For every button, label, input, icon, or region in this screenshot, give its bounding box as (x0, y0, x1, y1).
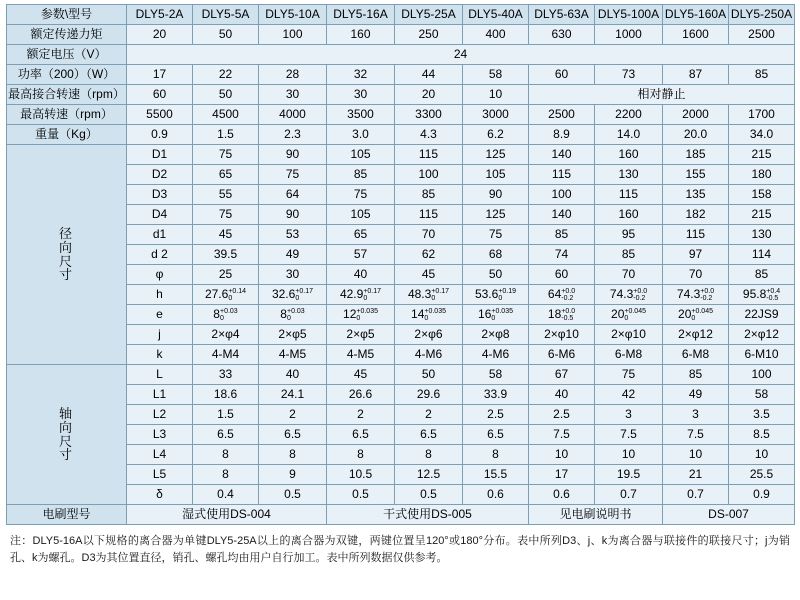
table-cell: 8 (463, 445, 529, 465)
table-cell: 2×φ4 (193, 325, 259, 345)
table-cell: 2200 (595, 105, 663, 125)
table-cell: 130 (595, 165, 663, 185)
dimension-label: L5 (127, 465, 193, 485)
table-cell: 74.3+0.0 -0.2 (663, 285, 729, 305)
table-cell: 45 (193, 225, 259, 245)
table-cell: 50 (193, 85, 259, 105)
table-cell: 0.5 (327, 485, 395, 505)
table-cell: 20 (395, 85, 463, 105)
table-cell: 64+0.0 -0.2 (529, 285, 595, 305)
table-cell: 12+0.035 0 (327, 305, 395, 325)
table-cell: 58 (463, 65, 529, 85)
dimension-label: φ (127, 265, 193, 285)
table-cell: 30 (327, 85, 395, 105)
table-cell: 1700 (729, 105, 795, 125)
table-cell: 8 (259, 445, 327, 465)
table-cell: 160 (595, 145, 663, 165)
table-cell: 7.5 (663, 425, 729, 445)
table-cell: 115 (663, 225, 729, 245)
table-cell: 4.3 (395, 125, 463, 145)
table-cell: 干式使用DS-005 (327, 505, 529, 525)
table-cell: 7.5 (595, 425, 663, 445)
table-cell: 0.9 (127, 125, 193, 145)
table-cell: 85 (395, 185, 463, 205)
table-cell: 8+0.03 0 (259, 305, 327, 325)
table-cell: 30 (259, 85, 327, 105)
dimension-label: D4 (127, 205, 193, 225)
table-cell: 10 (663, 445, 729, 465)
table-cell: 48.3+0.17 0 (395, 285, 463, 305)
table-cell: 74.3+0.0 -0.2 (595, 285, 663, 305)
table-cell: 7.5 (529, 425, 595, 445)
table-cell: 75 (463, 225, 529, 245)
table-cell: 15.5 (463, 465, 529, 485)
specification-table (6, 4, 795, 525)
table-cell: 90 (463, 185, 529, 205)
table-cell: 57 (327, 245, 395, 265)
table-cell: 10 (463, 85, 529, 105)
table-cell: 64 (259, 185, 327, 205)
table-cell: 400 (463, 25, 529, 45)
table-cell: 2.5 (529, 405, 595, 425)
table-cell: 0.4 (193, 485, 259, 505)
table-cell: 62 (395, 245, 463, 265)
table-cell: 100 (259, 25, 327, 45)
table-cell: 250 (395, 25, 463, 45)
table-cell: 135 (663, 185, 729, 205)
table-cell: 8.9 (529, 125, 595, 145)
table-cell: 17 (127, 65, 193, 85)
table-cell: 0.7 (663, 485, 729, 505)
table-cell: 2 (395, 405, 463, 425)
table-cell: 50 (395, 365, 463, 385)
table-cell: 100 (395, 165, 463, 185)
table-cell: 0.6 (529, 485, 595, 505)
table-row (7, 25, 795, 45)
header-param-model: 参数\型号 (7, 5, 127, 25)
header-model-2: DLY5-5A (193, 5, 259, 25)
row-label: 额定传递力矩 (7, 25, 127, 45)
table-cell: 3 (595, 405, 663, 425)
table-cell: 6.5 (193, 425, 259, 445)
table-cell: 114 (729, 245, 795, 265)
table-cell: 6.5 (463, 425, 529, 445)
table-cell: 85 (327, 165, 395, 185)
dimension-label: L (127, 365, 193, 385)
table-cell: 10 (529, 445, 595, 465)
table-cell: 6.5 (259, 425, 327, 445)
table-cell: 20.0 (663, 125, 729, 145)
table-cell: 215 (729, 205, 795, 225)
dimension-label: k (127, 345, 193, 365)
table-cell: 160 (327, 25, 395, 45)
table-cell: 2×φ6 (395, 325, 463, 345)
table-cell: 17 (529, 465, 595, 485)
table-cell: 1.5 (193, 405, 259, 425)
dimension-label: L1 (127, 385, 193, 405)
header-model-6: DLY5-40A (463, 5, 529, 25)
row-label: 功率（200）（W） (7, 65, 127, 85)
table-cell: 45 (327, 365, 395, 385)
table-cell: 0.5 (259, 485, 327, 505)
table-cell: 14+0.035 0 (395, 305, 463, 325)
table-cell: 19.5 (595, 465, 663, 485)
table-row (7, 125, 795, 145)
table-cell: 68 (463, 245, 529, 265)
table-row (7, 45, 795, 65)
table-cell: 4-M5 (259, 345, 327, 365)
table-cell: 630 (529, 25, 595, 45)
table-cell: 75 (193, 145, 259, 165)
header-model-4: DLY5-16A (327, 5, 395, 25)
table-cell: 2.5 (463, 405, 529, 425)
table-cell: 85 (529, 225, 595, 245)
header-model-1: DLY5-2A (127, 5, 193, 25)
table-cell: 90 (259, 205, 327, 225)
table-cell: 22 (193, 65, 259, 85)
table-cell: 100 (529, 185, 595, 205)
table-cell: 24 (127, 45, 795, 65)
brush-model-row (7, 505, 795, 525)
group-label-axial: 轴 向 尺 寸 (7, 365, 127, 505)
table-cell: 10.5 (327, 465, 395, 485)
table-cell: 见电刷说明书 (529, 505, 663, 525)
table-row (7, 145, 795, 165)
table-cell: 2×φ5 (327, 325, 395, 345)
table-cell: 40 (327, 265, 395, 285)
table-cell: 3 (663, 405, 729, 425)
table-cell: 2×φ12 (663, 325, 729, 345)
table-cell: 30 (259, 265, 327, 285)
table-cell: 4000 (259, 105, 327, 125)
table-cell: 65 (327, 225, 395, 245)
table-cell: 0.7 (595, 485, 663, 505)
table-cell: 1.5 (193, 125, 259, 145)
table-cell: 70 (595, 265, 663, 285)
table-row (7, 365, 795, 385)
row-label: 最高转速（rpm） (7, 105, 127, 125)
table-cell: 55 (193, 185, 259, 205)
dimension-label: D3 (127, 185, 193, 205)
table-cell: 3300 (395, 105, 463, 125)
dimension-label: e (127, 305, 193, 325)
table-cell: 6.5 (395, 425, 463, 445)
table-cell: 33 (193, 365, 259, 385)
table-cell: 73 (595, 65, 663, 85)
table-cell: 125 (463, 145, 529, 165)
header-model-10: DLY5-250A (729, 5, 795, 25)
dimension-label: d 2 (127, 245, 193, 265)
table-cell: 2000 (663, 105, 729, 125)
table-cell: 27.6+0.14 0 (193, 285, 259, 305)
table-cell: 3500 (327, 105, 395, 125)
table-cell: 182 (663, 205, 729, 225)
table-cell: 39.5 (193, 245, 259, 265)
table-cell: 10 (729, 445, 795, 465)
table-cell: 6-M8 (663, 345, 729, 365)
table-cell: 32 (327, 65, 395, 85)
table-cell: 5500 (127, 105, 193, 125)
table-cell: 87 (663, 65, 729, 85)
group-label-radial: 径 向 尺 寸 (7, 145, 127, 365)
table-cell: 0.5 (395, 485, 463, 505)
table-cell: 85 (729, 265, 795, 285)
table-cell: 2×φ5 (259, 325, 327, 345)
table-cell: 50 (193, 25, 259, 45)
table-cell: 75 (193, 205, 259, 225)
table-cell: 97 (663, 245, 729, 265)
table-cell: 75 (327, 185, 395, 205)
dimension-label: D1 (127, 145, 193, 165)
table-cell: 6.2 (463, 125, 529, 145)
table-cell: 58 (463, 365, 529, 385)
table-cell: 105 (327, 205, 395, 225)
table-cell: 0.6 (463, 485, 529, 505)
table-cell: 1000 (595, 25, 663, 45)
table-cell: 3000 (463, 105, 529, 125)
table-row (7, 65, 795, 85)
table-cell: 3.5 (729, 405, 795, 425)
dimension-label: L3 (127, 425, 193, 445)
table-cell: 53 (259, 225, 327, 245)
table-cell: 8.5 (729, 425, 795, 445)
table-cell: 115 (395, 205, 463, 225)
table-cell: 0.9 (729, 485, 795, 505)
table-cell: 74 (529, 245, 595, 265)
table-cell: 4500 (193, 105, 259, 125)
table-cell: 24.1 (259, 385, 327, 405)
table-cell: 20+0.045 0 (595, 305, 663, 325)
header-model-7: DLY5-63A (529, 5, 595, 25)
table-cell: 8+0.03 0 (193, 305, 259, 325)
table-cell: 8 (193, 465, 259, 485)
table-cell: 95 (595, 225, 663, 245)
row-label: 电刷型号 (7, 505, 127, 525)
table-cell: 4-M4 (193, 345, 259, 365)
table-cell: 65 (193, 165, 259, 185)
table-cell: 185 (663, 145, 729, 165)
table-cell: 75 (595, 365, 663, 385)
table-cell: 20 (127, 25, 193, 45)
table-cell: 2500 (729, 25, 795, 45)
table-cell: 95.8+0.4 -0.5 (729, 285, 795, 305)
table-cell: 1600 (663, 25, 729, 45)
table-cell: 67 (529, 365, 595, 385)
table-cell: 60 (529, 265, 595, 285)
table-cell: 85 (595, 245, 663, 265)
table-cell: 25 (193, 265, 259, 285)
table-cell: 40 (529, 385, 595, 405)
table-cell: 14.0 (595, 125, 663, 145)
table-cell: 6-M8 (595, 345, 663, 365)
table-cell: 60 (127, 85, 193, 105)
table-cell: 18.6 (193, 385, 259, 405)
table-cell: 2×φ10 (595, 325, 663, 345)
table-cell: 140 (529, 145, 595, 165)
table-cell: 158 (729, 185, 795, 205)
table-cell: 10 (595, 445, 663, 465)
table-cell: 4-M5 (327, 345, 395, 365)
table-cell: 16+0.035 0 (463, 305, 529, 325)
table-cell: 33.9 (463, 385, 529, 405)
table-cell: 58 (729, 385, 795, 405)
dimension-label: δ (127, 485, 193, 505)
row-label: 重量（Kg） (7, 125, 127, 145)
table-cell: 3.0 (327, 125, 395, 145)
table-cell: DS-007 (663, 505, 795, 525)
dimension-label: d1 (127, 225, 193, 245)
dimension-label: L4 (127, 445, 193, 465)
table-cell: 9 (259, 465, 327, 485)
dimension-label: D2 (127, 165, 193, 185)
table-cell: 44 (395, 65, 463, 85)
table-cell: 45 (395, 265, 463, 285)
table-cell: 130 (729, 225, 795, 245)
table-cell: 75 (259, 165, 327, 185)
table-cell: 50 (463, 265, 529, 285)
table-row (7, 105, 795, 125)
table-cell: 90 (259, 145, 327, 165)
table-cell: 40 (259, 365, 327, 385)
table-cell: 2500 (529, 105, 595, 125)
table-cell: 4-M6 (463, 345, 529, 365)
table-header-row (7, 5, 795, 25)
header-model-9: DLY5-160A (663, 5, 729, 25)
table-cell: 49 (259, 245, 327, 265)
header-model-3: DLY5-10A (259, 5, 327, 25)
table-cell: 85 (663, 365, 729, 385)
table-cell: 160 (595, 205, 663, 225)
table-cell: 180 (729, 165, 795, 185)
table-cell: 22JS9 (729, 305, 795, 325)
table-cell: 60 (529, 65, 595, 85)
table-cell: 2×φ10 (529, 325, 595, 345)
table-cell: 12.5 (395, 465, 463, 485)
table-cell: 2×φ8 (463, 325, 529, 345)
table-cell: 2×φ12 (729, 325, 795, 345)
table-cell: 115 (395, 145, 463, 165)
table-cell: 115 (595, 185, 663, 205)
row-label: 最高接合转速（rpm） (7, 85, 127, 105)
table-cell: 6.5 (327, 425, 395, 445)
table-cell: 42 (595, 385, 663, 405)
row-label: 额定电压（V） (7, 45, 127, 65)
table-cell: 140 (529, 205, 595, 225)
table-cell: 4-M6 (395, 345, 463, 365)
table-cell: 100 (729, 365, 795, 385)
table-cell: 20+0.045 0 (663, 305, 729, 325)
table-cell: 125 (463, 205, 529, 225)
table-cell: 6-M6 (529, 345, 595, 365)
table-cell: 8 (193, 445, 259, 465)
table-cell: 6-M10 (729, 345, 795, 365)
table-cell: 26.6 (327, 385, 395, 405)
table-cell: 155 (663, 165, 729, 185)
header-model-5: DLY5-25A (395, 5, 463, 25)
table-cell: 32.6+0.17 0 (259, 285, 327, 305)
dimension-label: L2 (127, 405, 193, 425)
table-cell: 28 (259, 65, 327, 85)
table-cell: 105 (463, 165, 529, 185)
header-model-8: DLY5-100A (595, 5, 663, 25)
table-cell: 53.6+0.19 0 (463, 285, 529, 305)
table-cell: 2 (259, 405, 327, 425)
table-cell: 8 (395, 445, 463, 465)
table-cell: 215 (729, 145, 795, 165)
table-cell: 2 (327, 405, 395, 425)
table-cell: 105 (327, 145, 395, 165)
table-cell: 49 (663, 385, 729, 405)
table-cell: 85 (729, 65, 795, 85)
table-cell: 湿式使用DS-004 (127, 505, 327, 525)
table-cell: 29.6 (395, 385, 463, 405)
table-row (7, 85, 795, 105)
table-cell: 8 (327, 445, 395, 465)
table-cell: 18+0.0 -0.5 (529, 305, 595, 325)
table-cell: 21 (663, 465, 729, 485)
footnote-text: 注：DLY5-16A以下规格的离合器为单键DLY5-25A以上的离合器为双键，两键位置呈120°或180°分布。表中所列D3、j、k为离合器与联接件的联接尺寸；j为销孔、k为螺孔。D3为其位置直径，销孔、螺孔均由用户自行加工。表中所列数据仅供参考。 (10, 535, 790, 565)
table-cell: 115 (529, 165, 595, 185)
table-cell: 2.3 (259, 125, 327, 145)
table-cell: 相对静止 (529, 85, 795, 105)
dimension-label: h (127, 285, 193, 305)
table-cell: 25.5 (729, 465, 795, 485)
table-cell: 70 (663, 265, 729, 285)
table-cell: 42.9+0.17 0 (327, 285, 395, 305)
table-cell: 70 (395, 225, 463, 245)
table-cell: 34.0 (729, 125, 795, 145)
dimension-label: j (127, 325, 193, 345)
